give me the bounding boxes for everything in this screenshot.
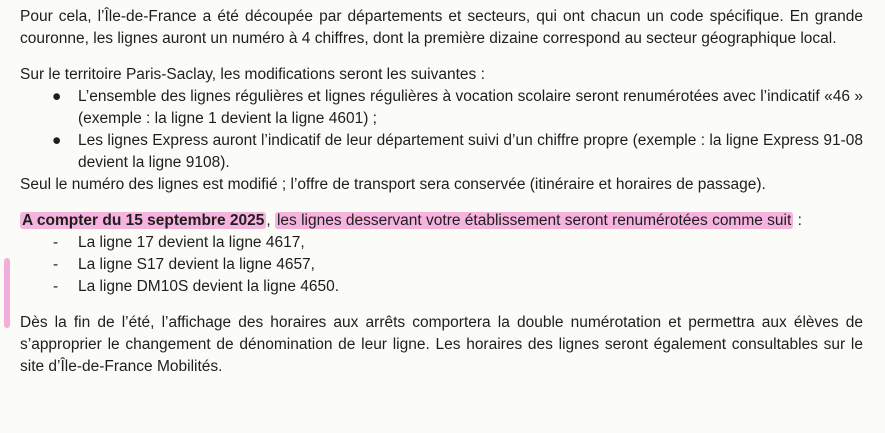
document-body xyxy=(20,6,863,378)
modifications-list xyxy=(20,86,863,174)
dash-text: La ligne DM10S devient la ligne 4650. xyxy=(78,278,340,295)
highlighter-margin-stroke xyxy=(4,258,10,328)
dash-icon: - xyxy=(53,234,59,251)
dash-icon: - xyxy=(53,256,59,273)
list-item xyxy=(20,254,863,276)
closing-paragraph: Dès la fin de l’été, l’affichage des horaires aux arrêts comportera la double numérotation et permettra aux élèves de s’approprier le changement de dénomination de leur ligne. Les horaires des lignes seront également consultables sur le site d’Île-de-France Mobilités. xyxy=(20,314,863,375)
list-item xyxy=(20,232,863,254)
bullet-icon: ● xyxy=(52,88,62,105)
dash-icon: - xyxy=(53,278,59,295)
bullet-icon: ● xyxy=(52,132,62,149)
line-renumbering-list xyxy=(20,232,863,298)
comma-separator: , xyxy=(266,212,271,229)
territory-intro: Sur le territoire Paris-Saclay, les modifications seront les suivantes : xyxy=(20,66,485,83)
highlighted-announcement xyxy=(20,210,863,232)
list-item xyxy=(20,86,863,130)
announcement-tail: : xyxy=(793,212,802,229)
dash-text: La ligne 17 devient la ligne 4617, xyxy=(78,234,305,251)
list-item xyxy=(20,276,863,298)
intro-paragraph: Pour cela, l’Île-de-France a été découpée par départements et secteurs, qui ont chacun un code spécifique. En grande couronne, les lignes auront un numéro à 4 chiffres, dont la première dizaine correspond au secteur géographique local. xyxy=(20,8,863,47)
highlighted-date: A compter du 15 septembre 2025 xyxy=(22,212,265,229)
transport-offer-note: Seul le numéro des lignes est modifié ; l’offre de transport sera conservée (itinéraire et horaires de passage). xyxy=(20,176,766,193)
bullet-text: Les lignes Express auront l’indicatif de leur département suivi d’un chiffre propre (exemple : la ligne Express 91-08 devient la ligne 9108). xyxy=(78,132,863,171)
highlighted-statement: les lignes desservant votre établissement seront renumérotées comme suit xyxy=(276,212,792,229)
list-item xyxy=(20,130,863,174)
bullet-text: L’ensemble des lignes régulières et lignes régulières à vocation scolaire seront renumérotées avec l’indicatif «46 » (exemple : la ligne 1 devient la ligne 4601) ; xyxy=(78,88,863,127)
dash-text: La ligne S17 devient la ligne 4657, xyxy=(78,256,315,273)
